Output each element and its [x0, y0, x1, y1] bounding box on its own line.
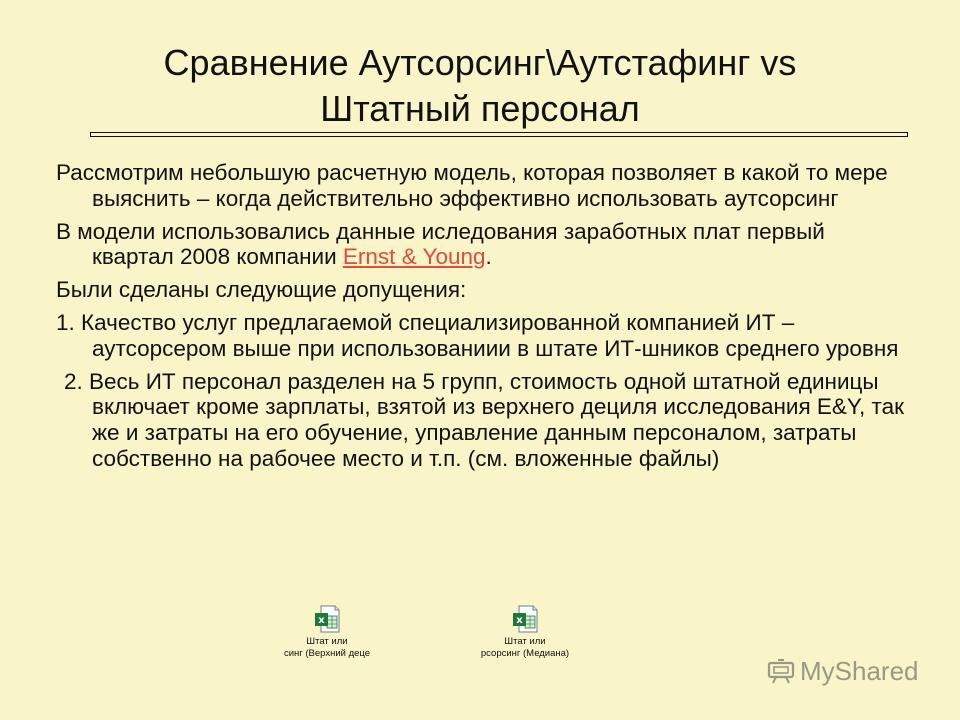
assumption-item-2: 2. Весь ИТ персонал разделен на 5 групп, стоимость одной штатной единицы включает кроме зарплаты, взятой из верхнего дециля исследования E&Y, так же и затраты на его обучение, управление данным персоналом, затраты собственно на рабочее место и т.п. (см. вложенные файлы)	[64, 368, 904, 471]
data-source-period: .	[485, 244, 492, 270]
attachment-label-line2: синг (Верхний деце	[283, 648, 371, 659]
ernst-young-link[interactable]: Ernst & Young	[342, 244, 486, 270]
title-line-2: Штатный персонал	[320, 88, 640, 129]
paragraph-assumptions-heading: Были сделаны следующие допущения:	[56, 277, 467, 303]
svg-text:x: x	[318, 615, 325, 626]
attachment-label-line2: рсорсинг (Медиана)	[480, 648, 570, 659]
svg-text:x: x	[516, 615, 523, 626]
watermark-text: MyShared	[800, 655, 919, 686]
title-divider	[90, 132, 908, 137]
attachment-upper-decile[interactable]	[272, 604, 382, 660]
slide-title	[80, 40, 880, 132]
data-source-text: В модели использовались данные иследования заработных плат первый квартал 2008 компании	[56, 218, 825, 270]
paragraph-model-intro: Рассмотрим небольшую расчетную модель, которая позволяет в какой то мере выяснить – когда действительно эффективно использовать аутсорсинг	[56, 160, 888, 211]
slide-body	[56, 160, 906, 479]
assumption-item-1: 1. Качество услуг предлагаемой специализированной компанией ИТ – аутсорсером выше при использованиии в штате ИТ-шников среднего уровня	[56, 309, 899, 361]
attachment-median[interactable]	[470, 604, 580, 660]
paragraph-data-source	[56, 219, 906, 271]
excel-file-icon	[312, 604, 342, 634]
attachment-label-line1: Штат или	[306, 636, 348, 647]
excel-file-icon	[510, 604, 540, 634]
myshared-watermark	[766, 654, 936, 688]
attachment-label-line1: Штат или	[504, 636, 546, 647]
title-line-1: Сравнение Аутсорсинг\Аутстафинг vs	[163, 42, 797, 83]
projector-icon	[766, 658, 796, 684]
